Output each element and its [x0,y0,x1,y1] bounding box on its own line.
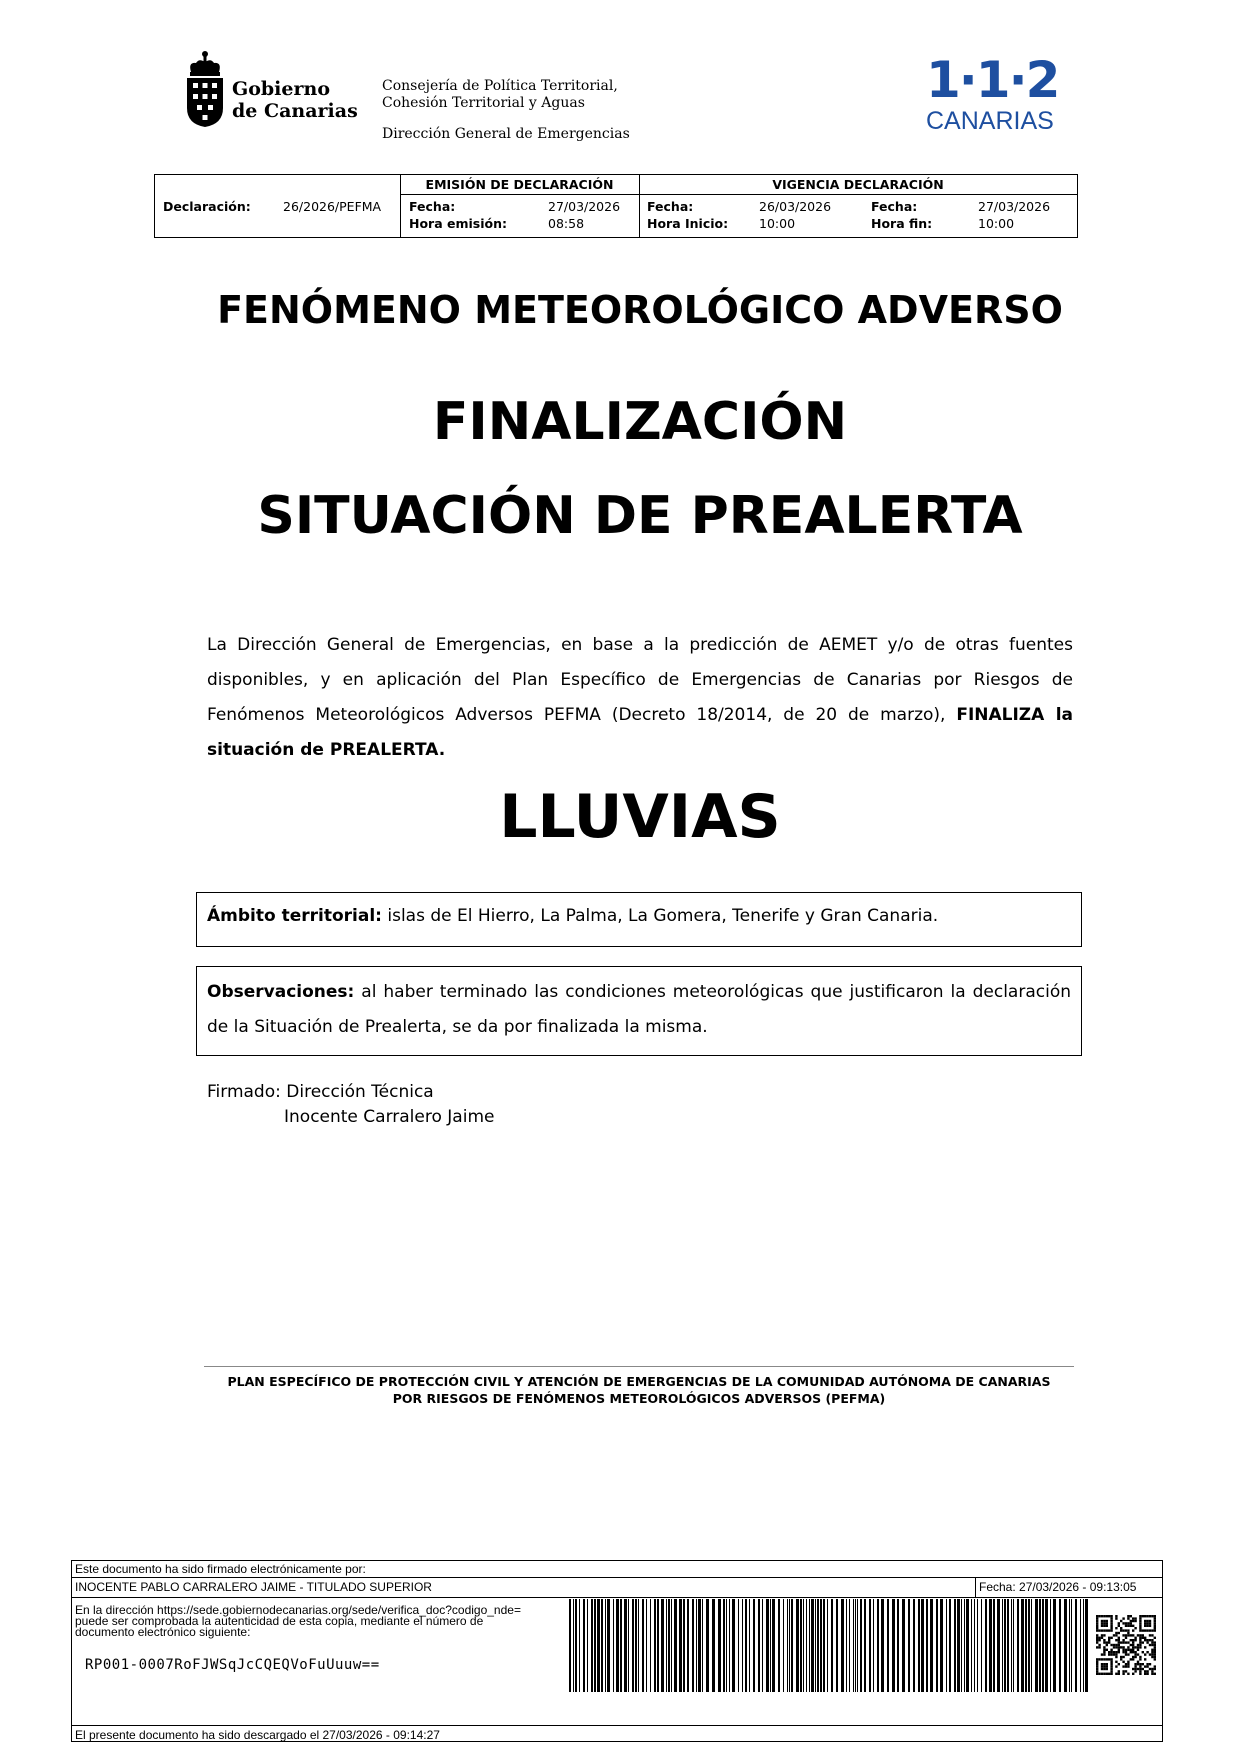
plan-divider [204,1366,1074,1367]
logo-112-number: 1·1·2 [926,51,1059,109]
verify-line3: documento electrónico siguiente: [75,1625,251,1639]
plan-line1: PLAN ESPECÍFICO DE PROTECCIÓN CIVIL Y ATENCIÓN DE EMERGENCIAS DE LA COMUNIDAD AUTÓNOMA DE CANARIAS [227,1374,1051,1389]
vigencia-fecha-inicio: 26/03/2026 [759,199,832,214]
intro-bold: FINALIZA la situación de PREALERTA. [207,705,1073,760]
vigencia-hora-inicio: 10:00 [759,216,796,231]
electronic-signature-box [71,1560,1163,1742]
declaration-label: Declaración: [163,199,251,214]
gobierno-canarias-crest-logo [184,50,226,128]
vigencia-fecha-fin-label: Fecha: [871,199,918,214]
firmado-name: Inocente Carralero Jaime [284,1107,495,1127]
qr-code-image [1095,1599,1157,1692]
emision-heading: EMISIÓN DE DECLARACIÓN [425,177,614,192]
verify-line1: En la dirección https://sede.gobiernodecanarias.org/sede/verifica_doc?codigo_nde= [75,1603,521,1617]
document-code: RP001-0007RoFJWSqJcCQEQVoFuUuuw== [85,1657,380,1673]
downloaded-on: El presente documento ha sido descargado el 27/03/2026 - 09:14:27 [75,1728,440,1742]
government-name [232,78,358,122]
direccion-general: Dirección General de Emergencias [382,126,630,142]
intro-text: La Dirección General de Emergencias, en base a la predicción de AEMET y/o de otras fuentes disponibles, y en aplicación del Plan Específico de Emergencias de Canarias por Riesgos de Fenómenos Meteorológicos Adversos PEFMA (Decreto 18/2014, de 20 de marzo), [207,635,1073,725]
vigencia-hora-fin-label: Hora fin: [871,216,933,231]
intro-paragraph [207,628,1073,768]
emision-hora: 08:58 [548,216,585,231]
plan-footer [204,1373,1074,1407]
ambito-text: islas de El Hierro, La Palma, La Gomera, Tenerife y Gran Canaria. [381,906,939,926]
logo-112-region: CANARIAS [926,107,1054,135]
main-title: FENÓMENO METEOROLÓGICO ADVERSO [217,288,1063,332]
vigencia-hora-inicio-label: Hora Inicio: [647,216,729,231]
emision-hora-label: Hora emisión: [409,216,507,231]
plan-line2: POR RIESGOS DE FENÓMENOS METEOROLÓGICOS ADVERSOS (PEFMA) [392,1391,886,1406]
observaciones-box [196,966,1082,1056]
ambito-label: Ámbito territorial: [207,906,382,926]
signer-name: INOCENTE PABLO CARRALERO JAIME - TITULADO SUPERIOR [75,1580,432,1594]
signed-by [207,1080,494,1130]
firmado-label: Firmado: [207,1082,281,1102]
emision-fecha: 27/03/2026 [548,199,621,214]
barcode-image [569,1599,1089,1692]
signature-date: Fecha: 27/03/2026 - 09:13:05 [979,1580,1137,1594]
verify-text [75,1605,521,1638]
declaration-value: 26/2026/PEFMA [283,199,382,214]
firmado-role: Dirección Técnica [286,1082,434,1102]
observaciones-label: Observaciones: [207,982,355,1002]
logo-112-canarias [926,51,1059,137]
phenomenon-title: LLUVIAS [499,782,781,852]
vigencia-fecha-inicio-label: Fecha: [647,199,694,214]
consejeria [382,78,618,112]
ambito-box [196,892,1082,947]
verify-line2: puede ser comprobada la autenticidad de esta copia, mediante el número de [75,1614,484,1628]
vigencia-hora-fin: 10:00 [978,216,1015,231]
consejeria-line2: Cohesión Territorial y Aguas [382,95,585,111]
status-title: FINALIZACIÓN [432,392,848,452]
observaciones-text: al haber terminado las condiciones meteorológicas que justificaron la declaración de la Situación de Prealerta, se da por finalizada la misma. [207,982,1071,1037]
consejeria-line1: Consejería de Política Territorial, [382,78,618,94]
government-name-line2: de Canarias [232,100,358,122]
situation-title: SITUACIÓN DE PREALERTA [257,486,1023,546]
vigencia-fecha-fin: 27/03/2026 [978,199,1051,214]
declaration-table [154,174,1078,238]
government-name-line1: Gobierno [232,78,330,100]
vigencia-heading: VIGENCIA DECLARACIÓN [772,177,944,192]
emision-fecha-label: Fecha: [409,199,456,214]
signed-electronically-by: Este documento ha sido firmado electrónicamente por: [75,1562,366,1576]
